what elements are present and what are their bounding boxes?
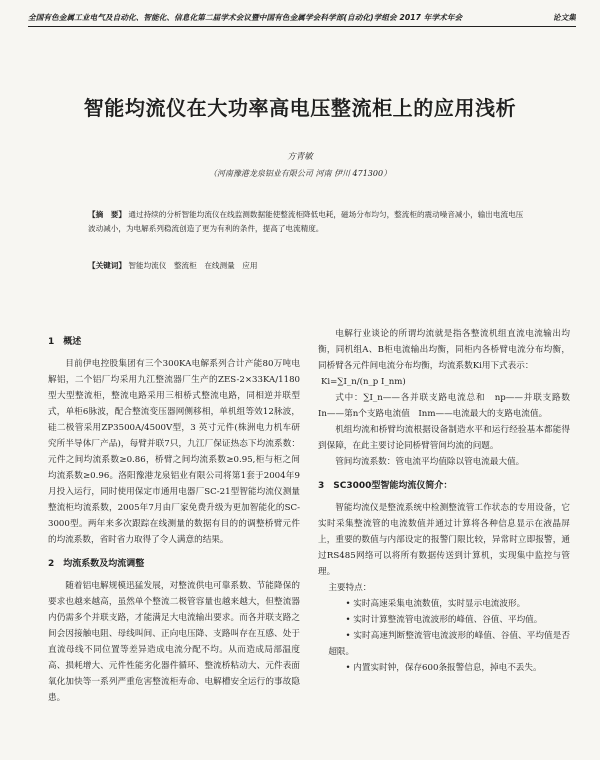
feature-bullet: • 实时计算整流管电流波形的峰值、谷值、平均值。 xyxy=(345,615,543,625)
keywords-label: 【关键词】 xyxy=(88,261,126,270)
left-column xyxy=(48,326,300,706)
section-3-heading: 3 SC3000型智能均流仪简介： xyxy=(318,481,453,491)
section-3-paragraph: 智能均流仪是整流系统中检测整流管工作状态的专用设备，它实时采集整流管的电流数值并通过计算将各种信息显示在液晶屏上，重要的数值与内部设定的报警门限比较，异常时立即报警，通过RS485网络可以将所有数据传送到计算机，实现集中监控与管理。 xyxy=(318,503,570,577)
section-1-paragraph: 目前伊电控股集团有三个300KA电解系列合计产能80万吨电解铝，二个铝厂均采用九江整流器厂生产的ZES-2×33KA/1180型大型整流柜，整流电路采用三相桥式整流电路，同相逆并联型式，单柜6脉波，配合整流变压器网侧移相，单机组等效12脉波，硅二极管采用ZP3500A/4500V型，3 英寸元件(株洲电力机车研究所半导体厂产品)，每臂并联7只，九江厂保证热态下均流系数：元件之间均流系数≥0.86，桥臂之间均流系数≥0.95,柜与柜之间均流系数≥0.96。洛阳豫港龙泉铝业有限公司将第1套于2004年9月投入运行，同时使用保定市通用电器厂SC-21型智能均流仪测量整流柜均流系数，2005年7月由厂家免费升级为更加智能化的SC-3000型。两年来多次跟踪在线测量的数据有目的的调整桥臂元件的均流系数，省时省力取得了令人满意的结果。 xyxy=(48,359,300,545)
journal-name: 全国有色金属工业电气及自动化、智能化、信息化第二届学术会议暨中国有色金属学会科学部(自动化)学组会 2017 年学术年会 xyxy=(28,13,463,22)
features-label: 主要特点： xyxy=(328,583,372,593)
abstract-label: 【摘 要】 xyxy=(88,210,126,219)
affiliation: （河南豫港龙泉铝业有限公司 河南 伊川 471300） xyxy=(208,169,392,178)
section-2-paragraph: 随着铝电解规模迅猛发展，对整流供电可靠系数、节能降保的要求也越来越高，虽然单个整流二极管容量也越来越大，但整流器内仍需多个并联支路，才能满足大电流输出要求。而各并联支路之间会因接触电阻、母线叫间、正向电压降、支路叫存在互感、处于直流母线不同位置等差异造成电流分配不均。从而造成局部温度高、损耗增大、元件性能劣化器件循环、整流桥粘动大、元件表面氧化加快等一系列严重危害整流柜寿命、电解槽安全运行的事故隐患。 xyxy=(48,581,300,703)
header-rule xyxy=(28,26,576,27)
feature-bullet: • 实时高速判断整流管电流波形的峰值、谷值、平均值是否超限。 xyxy=(328,631,570,657)
feature-bullet: • 内置实时钟，保存600条报警信息，掉电不丢失。 xyxy=(345,663,542,673)
running-header xyxy=(28,12,576,23)
feature-bullet: • 实时高速采集电流数值，实时显示电流波形。 xyxy=(345,599,526,609)
section-1-heading: 1 概述 xyxy=(48,337,82,347)
formula-description: 式中：∑I_n——各并联支路电流总和 np——并联支路数 In——第n个支路电流值 Inm——电流最大的支路电流值。 xyxy=(318,393,579,419)
tube-balance-paragraph: 管间均流系数：管电流平均值除以管电流最大值。 xyxy=(335,457,525,467)
author: 方青敏 xyxy=(287,152,313,162)
abstract-text: 通过持续的分析智能均流仪在线监测数据能使整流柜降低电耗，磁场分布均匀，整流柜的震动噪音减小，输出电流电压波动减小，为电解系列稳流创造了更为有利的条件，提高了电流精度。 xyxy=(88,210,524,233)
section-name: 论文集 xyxy=(552,13,576,22)
right-column xyxy=(318,326,579,676)
paper-title: 智能均流仪在大功率高电压整流柜上的应用浅析 xyxy=(83,96,517,120)
section-2-heading: 2 均流系数及均流调整 xyxy=(48,559,145,569)
formula: Ki=∑I_n/(n_p I_nm) xyxy=(321,377,406,387)
keywords xyxy=(88,260,528,271)
keywords-text: 智能均流仪 整流柜 在线测量 应用 xyxy=(128,261,258,270)
bridge-balance-paragraph: 机组均流和桥臂均流根据设备制造水平和运行经验基本都能得到保障，在此主要讨论同桥臂管间均流的问题。 xyxy=(318,425,570,451)
balance-paragraph: 电解行业谈论的所谓均流就是指各整流机组直流电流输出均衡，同机组A、B柜电流输出均衡，同柜内各桥臂电流分布均衡，同桥臂各元件间电流分布均衡，均流系数Ki用下式表示： xyxy=(318,329,570,371)
abstract xyxy=(88,208,528,236)
